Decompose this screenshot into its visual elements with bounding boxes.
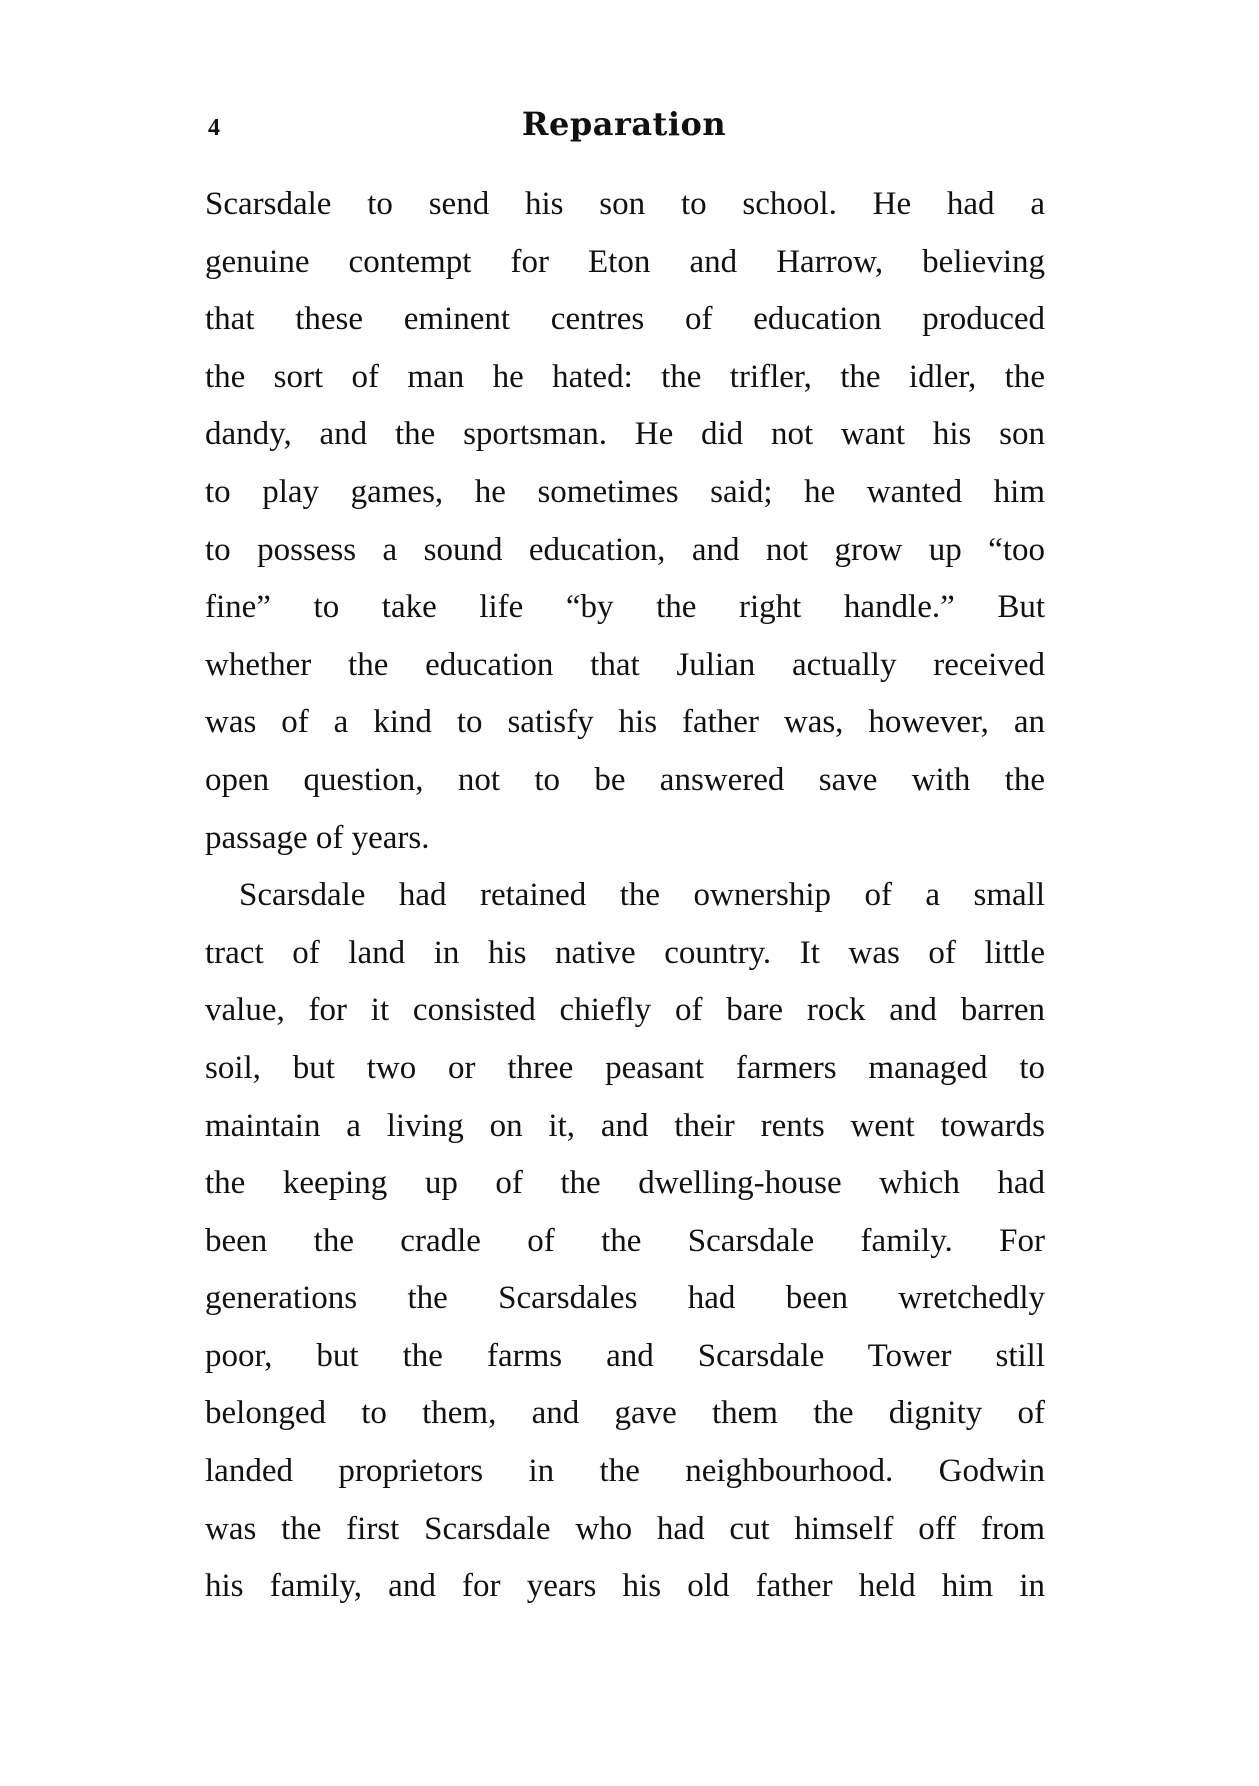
text-line: landed proprietors in the neighbourhood. Godwin (205, 1453, 1045, 1490)
text-line: to possess a sound education, and not grow up “too (205, 531, 1045, 568)
paragraph (205, 176, 1045, 867)
paragraph (205, 867, 1045, 1616)
text-line: tract of land in his native country. It was of little (205, 934, 1045, 971)
text-line: genuine contempt for Eton and Harrow, believing (205, 243, 1045, 280)
text-line: belonged to them, and gave them the dignity of (205, 1395, 1045, 1432)
text-line: maintain a living on it, and their rents went towards (205, 1107, 1045, 1144)
page-number: 4 (208, 115, 220, 141)
body-text (205, 176, 1045, 1616)
text-line: Scarsdale had retained the ownership of a small (239, 877, 1045, 914)
text-line: open question, not to be answered save with the (205, 761, 1045, 798)
text-line: was of a kind to satisfy his father was, however, an (205, 704, 1045, 741)
text-line: passage of years. (205, 819, 430, 856)
text-line: that these eminent centres of education produced (205, 301, 1045, 338)
text-line: whether the education that Julian actually received (205, 646, 1045, 683)
text-line: dandy, and the sportsman. He did not want his son (205, 416, 1045, 453)
text-line: Scarsdale to send his son to school. He had a (205, 186, 1045, 222)
text-line: the keeping up of the dwelling-house which had (205, 1165, 1045, 1202)
text-line: his family, and for years his old father held him in (205, 1568, 1045, 1605)
text-line: the sort of man he hated: the trifler, the idler, the (205, 358, 1045, 395)
text-line: to play games, he sometimes said; he wanted him (205, 473, 1045, 510)
text-line: generations the Scarsdales had been wretchedly (205, 1280, 1045, 1317)
text-line: been the cradle of the Scarsdale family. For (205, 1222, 1045, 1259)
text-line: soil, but two or three peasant farmers managed to (205, 1049, 1045, 1086)
text-line: value, for it consisted chiefly of bare rock and barren (205, 992, 1045, 1029)
text-line: was the first Scarsdale who had cut himself off from (205, 1510, 1045, 1547)
page-header (208, 105, 1040, 151)
text-line: fine” to take life “by the right handle.” But (205, 589, 1045, 626)
running-title: Reparation (521, 105, 727, 143)
text-line: poor, but the farms and Scarsdale Tower still (205, 1337, 1045, 1374)
